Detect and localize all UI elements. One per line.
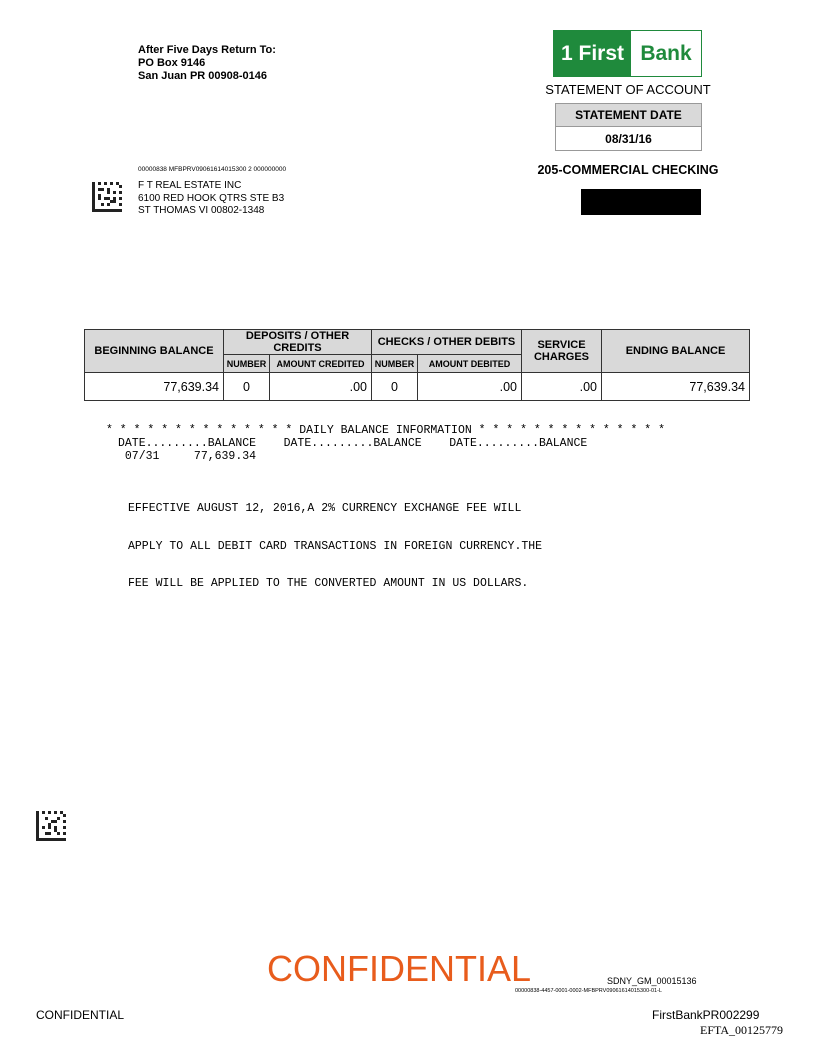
sdny-number: SDNY_GM_00015136 [607, 976, 697, 986]
fee-notice-line2: APPLY TO ALL DEBIT CARD TRANSACTIONS IN FOREIGN CURRENCY.THE [128, 539, 543, 553]
statement-date-label: STATEMENT DATE [556, 104, 701, 127]
deposits-number-header: NUMBER [224, 355, 270, 373]
ending-balance-header: ENDING BALANCE [602, 330, 750, 373]
redaction-bar [581, 189, 701, 215]
amount-credited-value: .00 [270, 373, 372, 401]
amount-debited-header: AMOUNT DEBITED [418, 355, 522, 373]
amount-debited-value: .00 [418, 373, 522, 401]
return-address-line3: San Juan PR 00908-0146 [138, 70, 268, 82]
addressee [138, 180, 284, 218]
statement-date-box [555, 103, 702, 151]
bates-number: FirstBankPR002299 [652, 1008, 760, 1022]
service-charges-header: SERVICE CHARGES [522, 330, 602, 373]
addressee-line1: F T REAL ESTATE INC [138, 180, 242, 191]
statement-date-value: 08/31/16 [605, 132, 652, 146]
confidential-label: CONFIDENTIAL [36, 1008, 125, 1022]
account-type: 205-COMMERCIAL CHECKING [537, 163, 719, 177]
daily-balance-header: * * * * * * * * * * * * * * DAILY BALANCE INFORMATION * * * * * * * * * * * * * * [106, 424, 665, 437]
checks-number-header: NUMBER [372, 355, 418, 373]
fee-notice [128, 478, 542, 603]
deposits-number-value: 0 [224, 373, 270, 401]
logo-first: 1 First [554, 31, 631, 76]
deposits-group-header: DEPOSITS / OTHER CREDITS [224, 330, 372, 355]
datamatrix-barcode-icon [92, 182, 122, 212]
daily-balance-columns: DATE.........BALANCE DATE.........BALANCE DATE.........BALANCE [118, 437, 588, 450]
checks-group-header: CHECKS / OTHER DEBITS [372, 330, 522, 355]
fee-notice-line1: EFFECTIVE AUGUST 12, 2016,A 2% CURRENCY EXCHANGE FEE WILL [128, 502, 522, 515]
amount-credited-header: AMOUNT CREDITED [270, 355, 372, 373]
firstbank-logo [553, 30, 702, 77]
return-address-line1: After Five Days Return To: [138, 44, 276, 56]
return-address-line2: PO Box 9146 [138, 57, 206, 69]
efta-number: EFTA_00125779 [700, 1023, 784, 1037]
mail-code: 00000838 MFBPRV09061614015300 2 000000000 [138, 166, 287, 173]
logo-bank: Bank [640, 41, 692, 65]
ending-balance-value: 77,639.34 [602, 373, 750, 401]
confidential-stamp: CONFIDENTIAL [267, 948, 532, 989]
addressee-line2: 6100 RED HOOK QTRS STE B3 [138, 192, 285, 204]
tracking-code: 00000838-4457-0001-0002-MFBPRV09061614015300-01-L [515, 988, 662, 994]
service-charges-value: .00 [522, 373, 602, 401]
fee-notice-line3: FEE WILL BE APPLIED TO THE CONVERTED AMOUNT IN US DOLLARS. [128, 577, 529, 590]
beginning-balance-header: BEGINNING BALANCE [85, 330, 224, 373]
beginning-balance-value: 77,639.34 [85, 373, 224, 401]
datamatrix-barcode-icon [36, 811, 66, 841]
return-address [138, 44, 276, 83]
checks-number-value: 0 [372, 373, 418, 401]
addressee-line3: ST THOMAS VI 00802-1348 [138, 205, 265, 216]
daily-balance-row: 07/31 77,639.34 [118, 450, 257, 463]
account-summary-table [84, 329, 750, 401]
statement-title: STATEMENT OF ACCOUNT [545, 82, 711, 97]
